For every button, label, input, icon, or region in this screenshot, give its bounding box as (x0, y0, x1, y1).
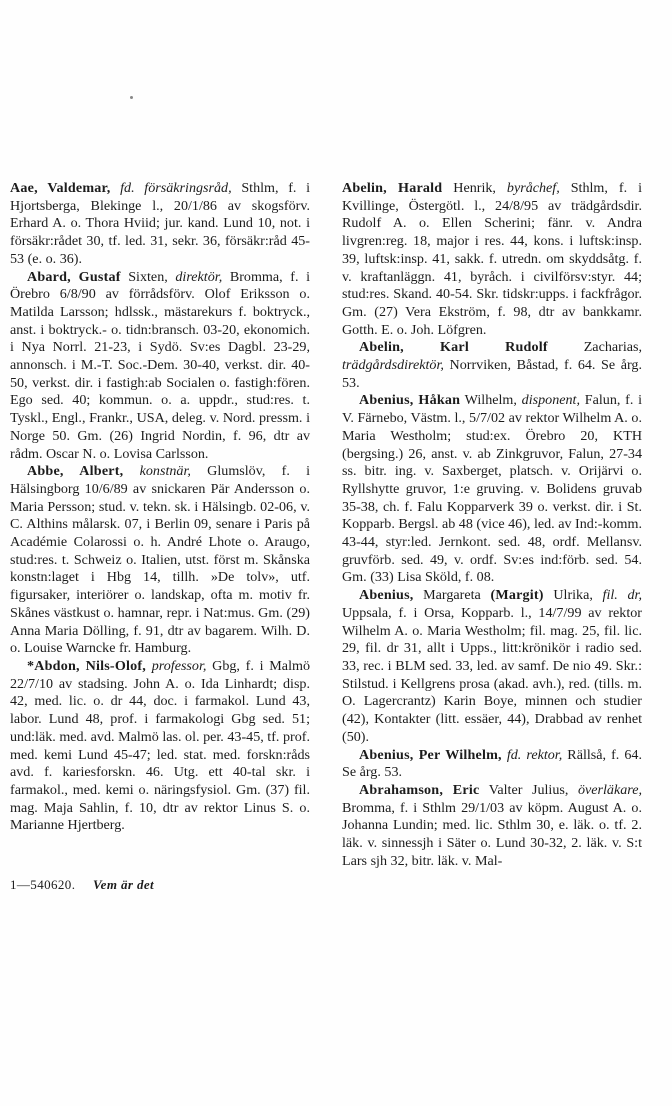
entry-abrahamson (342, 782, 642, 871)
entry-abard (10, 269, 310, 464)
entry-name: Abrahamson, Eric (359, 781, 480, 798)
entry-title: disponent, (521, 392, 581, 409)
entry-text: Sthlm, f. i Kvillinge, Östergötl. l., 24/8/95 av trädgårdsdir. Rudolf A. o. Ellen Scherini; fänr. v. Andra livgren:reg. 18, major i res. 44, kons. i luftsk:insp. 39, luftsk:insp. 41, sakk. f. utredn. om skyddsåtg. f. v. kraftanläggn. 41, byråch. i civilförsv:styr. 44; stud:res. Skand. 40-54. Skr. tidskr:upps. i fackfrågor. Gm. (27) Vera Ekström, f. 98, dtr av bankkamr. Gotth. E. o. Joh. Löfgren. (342, 180, 642, 338)
entry-name: *Abdon, Nils-Olof, (27, 657, 146, 674)
entry-title: konstnär, (139, 463, 191, 480)
entry-name-tail: Sixten, (128, 268, 168, 285)
entry-title: byråchef, (506, 180, 560, 196)
left-column (10, 180, 310, 835)
paper-speck (130, 96, 133, 99)
entry-name: Abelin, Karl Rudolf (359, 339, 548, 356)
page-footer (10, 877, 154, 893)
entry-abdon (10, 658, 310, 835)
entry-text: Bromma, f. i Sthlm 29/1/03 av köpm. August A. o. Johanna Lundin; med. lic. Sthlm 30, e. läk. o. tf. 2. läk. v. sinnessjh i Säter o. Lund 30-32, 2. läk. v. S:t Lars sjh 32, bitr. läk. v. Mal- (342, 799, 642, 869)
entry-text: Falun, f. i V. Färnebo, Västm. l., 5/7/02 av rektor Wilhelm A. o. Maria Westholm; stud:ex. Örebro 20, KTH (bergsing.) 26, anst. v. ab Zinkgruvor, Falun, 27-34 ss. bitr. ing. v. Saxberget, platsch. v. Orijärvi o. Ryllshytte gruvor, 1:e gruving. v. Bolidens gruvab 35-38, ch. f. Falu Kopparverk 39 o. verkst. dir. i St. Kopparb. Bergsl. ab 48 (vice 46), led. av Ind:-komm. 43-44, styr:led. Jernkont. sed. 48, ordf. Mellansv. gruvförb. sed. 49, v. ordf. Sv:es ind:förb. sed. 54. Gm. (33) Lisa Sköld, f. 08. (342, 392, 642, 586)
entry-name-tail: Wilhelm, (464, 392, 517, 409)
entry-name: Abard, Gustaf (27, 268, 121, 285)
entry-title: fd. försäkringsråd, (120, 180, 232, 196)
entry-abenius-hakan (342, 392, 642, 587)
entry-title: fil. dr, (602, 587, 642, 604)
entry-text: Bromma, f. i Örebro 6/8/90 av förrådsförv. Olof Eriksson o. Matilda Larsson; hdlssk., mästarekurs f. boktryck., anst. i boktryck.- o. tidn:bransch. 03-20, ekonomich. i Nya Norrl. 21-23, i Sydö. Sv:es Dagbl. 23-29, annonsch. i M.-T. Soc.-Dem. 30-40, verkst. dir. 40-50, verkst. dir. i fastigh:ab Socialen o. fastigh:fören. Ego sed. 40; kommun. o. a. uppdr., stud:res. t. Tyskl., Engl., Frankr., USA, deleg. v. Nord. pressm. i Norge 50. Gm. (26) Ingrid Nordin, f. 96, dtr av rådm. Oscar N. o. Lovisa Carlsson. (10, 268, 311, 462)
entry-text: Sthlm, f. i Hjortsberga, Blekinge l., 20/1/86 av skogsförv. Erhard A. o. Thora Hviid; jur. kand. Lund 10, not. i försäkr:rådet 30, tf. led. 31, sekr. 36, försäkr:råd 45-53 (e. o. 36). (10, 180, 311, 267)
entry-name: Abbe, Albert, (27, 463, 124, 480)
entry-name-tail: Ulrika, (553, 587, 593, 604)
entry-abelin-karl (342, 339, 642, 392)
entry-text: Gbg, f. i Malmö 22/7/10 av stadsing. John A. o. Ida Linhardt; disp. 42, med. lic. o. dr 44, doc. i farmakol. Lund 43, labor. Lund 48, prof. i farmakologi Gbg sed. 51; und:läk. med. avd. Malmö las. ol. per. 43-45, tf. prof. med. kemi Lund 45-47; led. stat. med. forskn:råds avd. f. kariesforskn. 46. Utg. ett 40-tal skr. i farmakol., med. kemi o. näringsfysiol. Gm. (37) fil. mag. Maja Sahlin, f. 10, dtr av rektor Linus S. o. Marianne Hjertberg. (10, 657, 310, 834)
entry-name-bold: (Margit) (490, 587, 544, 604)
entry-abenius-per (342, 747, 642, 782)
entry-name: Abelin, Harald (342, 180, 443, 196)
entry-abbe (10, 463, 310, 658)
entry-title: överläkare, (577, 781, 643, 798)
entry-text: Rällså, f. 64. Se årg. 53. (342, 746, 642, 781)
right-column (342, 180, 642, 870)
entry-text: Norrviken, Båstad, f. 64. Se årg. 53. (342, 357, 642, 391)
entry-name-mid: Margareta (423, 587, 481, 604)
entry-name-tail: Zacharias, (583, 339, 642, 356)
entry-title: trädgårdsdirektör, (342, 357, 444, 374)
entry-name: Abenius, Per Wilhelm, (359, 746, 502, 763)
entry-name: Abenius, (359, 587, 414, 604)
printer-code: 1—540620. (10, 877, 76, 892)
entry-title: direktör, (175, 268, 223, 285)
entry-title: professor, (151, 657, 207, 674)
entry-text: Uppsala, f. i Orsa, Kopparb. l., 14/7/99 av rektor Wilhelm A. o. Maria Westholm; fil. mag. 25, fil. lic. 29, fil. dr 31, allt i Upps., litt:krönikör i radio sed. 33, rec. i BLM sed. 33, led. av samf. De nio 49. Skr.: Stilstud. i Kellgrens prosa (akad. avh.), red. (tills. m. O. Lagercrantz) Karin Boye, minnen och studier (42), Kontakter (litt. essäer, 44), Drabbad av renhet (50). (342, 604, 642, 745)
entry-name-tail: Valter Julius, (488, 781, 569, 798)
entry-name: Abenius, Håkan (359, 392, 461, 409)
entry-abelin-harald (342, 180, 642, 339)
entry-name-tail: Henrik, (453, 180, 496, 196)
book-signature: Vem är det (93, 877, 155, 892)
entry-aae (10, 180, 310, 269)
entry-title: fd. rektor, (506, 746, 563, 763)
entry-name: Aae, Valdemar, (10, 180, 111, 196)
entry-abenius-margit (342, 587, 642, 746)
entry-text: Glumslöv, f. i Hälsingborg 10/6/89 av snickaren Pär Andersson o. Maria Persson; stud. v. tekn. sk. i Hälsingb. 02-06, v. C. Althins målarsk. 07, i Berlin 09, senare i Paris på Académie Colarossi o. h. André Lhote o. Araugo, stud:res. t. Schweiz o. Italien, utst. först m. Skånska konstn:laget i Hbg 14, tillh. »De tolv», utf. figursaker, interiörer o. landskap, ofta m. motiv fr. Skånes västkust o. hamnar, repr. i Nat:mus. Gm. (29) Anna Maria Dölling, f. 91, dtr av bagarem. Wilh. D. o. Louise Warncke fr. Hamburg. (10, 463, 311, 657)
